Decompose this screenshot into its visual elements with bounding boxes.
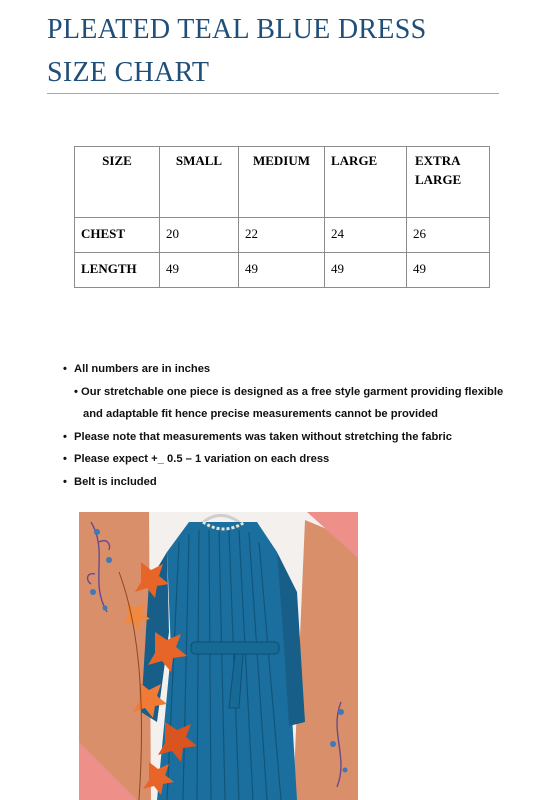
header-cell-size: SIZE xyxy=(75,147,160,218)
notes-list xyxy=(63,358,523,493)
header-cell-large: LARGE xyxy=(325,147,407,218)
length-large-cell: 49 xyxy=(325,253,407,288)
list-item xyxy=(63,426,523,449)
list-item xyxy=(63,471,523,494)
length-extra-large-cell: 49 xyxy=(407,253,490,288)
bullet-icon: • xyxy=(63,453,67,465)
note-text: All numbers are in inches xyxy=(74,363,211,375)
list-item xyxy=(63,448,523,471)
row-label-chest: CHEST xyxy=(75,218,160,253)
title-line-2: SIZE CHART xyxy=(47,57,210,88)
header-cell-small: SMALL xyxy=(160,147,239,218)
header-cell-extra-large: EXTRA LARGE xyxy=(407,147,490,218)
length-medium-cell: 49 xyxy=(239,253,325,288)
bullet-icon: • xyxy=(63,430,67,443)
title-line-1: PLEATED TEAL BLUE DRESS xyxy=(47,14,427,45)
table-row-length xyxy=(75,253,490,288)
chest-small-cell: 20 xyxy=(160,218,239,253)
note-text: Our stretchable one piece is designed as a free style garment providing flexible and adaptable fit hence precise measurements cannot be provided xyxy=(81,385,504,420)
size-chart-table xyxy=(74,146,490,288)
row-label-length: LENGTH xyxy=(75,253,160,288)
chest-medium-cell: 22 xyxy=(239,218,325,253)
bullet-icon: • xyxy=(63,363,67,375)
note-text: Please note that measurements was taken without stretching the fabric xyxy=(74,430,452,443)
note-text: Please expect +_ 0.5 – 1 variation on each dress xyxy=(74,453,330,465)
length-small-cell: 49 xyxy=(160,253,239,288)
bullet-icon: • xyxy=(74,385,82,398)
table-header-row xyxy=(75,147,490,218)
chest-large-cell: 24 xyxy=(325,218,407,253)
title-divider xyxy=(47,93,499,94)
dress-illustration xyxy=(79,512,358,800)
chest-extra-large-cell: 26 xyxy=(407,218,490,253)
list-item xyxy=(63,381,523,426)
table-row-chest xyxy=(75,218,490,253)
header-cell-medium: MEDIUM xyxy=(239,147,325,218)
bullet-icon: • xyxy=(63,475,67,488)
note-text: Belt is included xyxy=(74,475,157,488)
page-title xyxy=(47,8,426,94)
dress-photo xyxy=(79,512,358,800)
list-item xyxy=(63,358,523,381)
size-chart-table-container xyxy=(74,146,490,288)
